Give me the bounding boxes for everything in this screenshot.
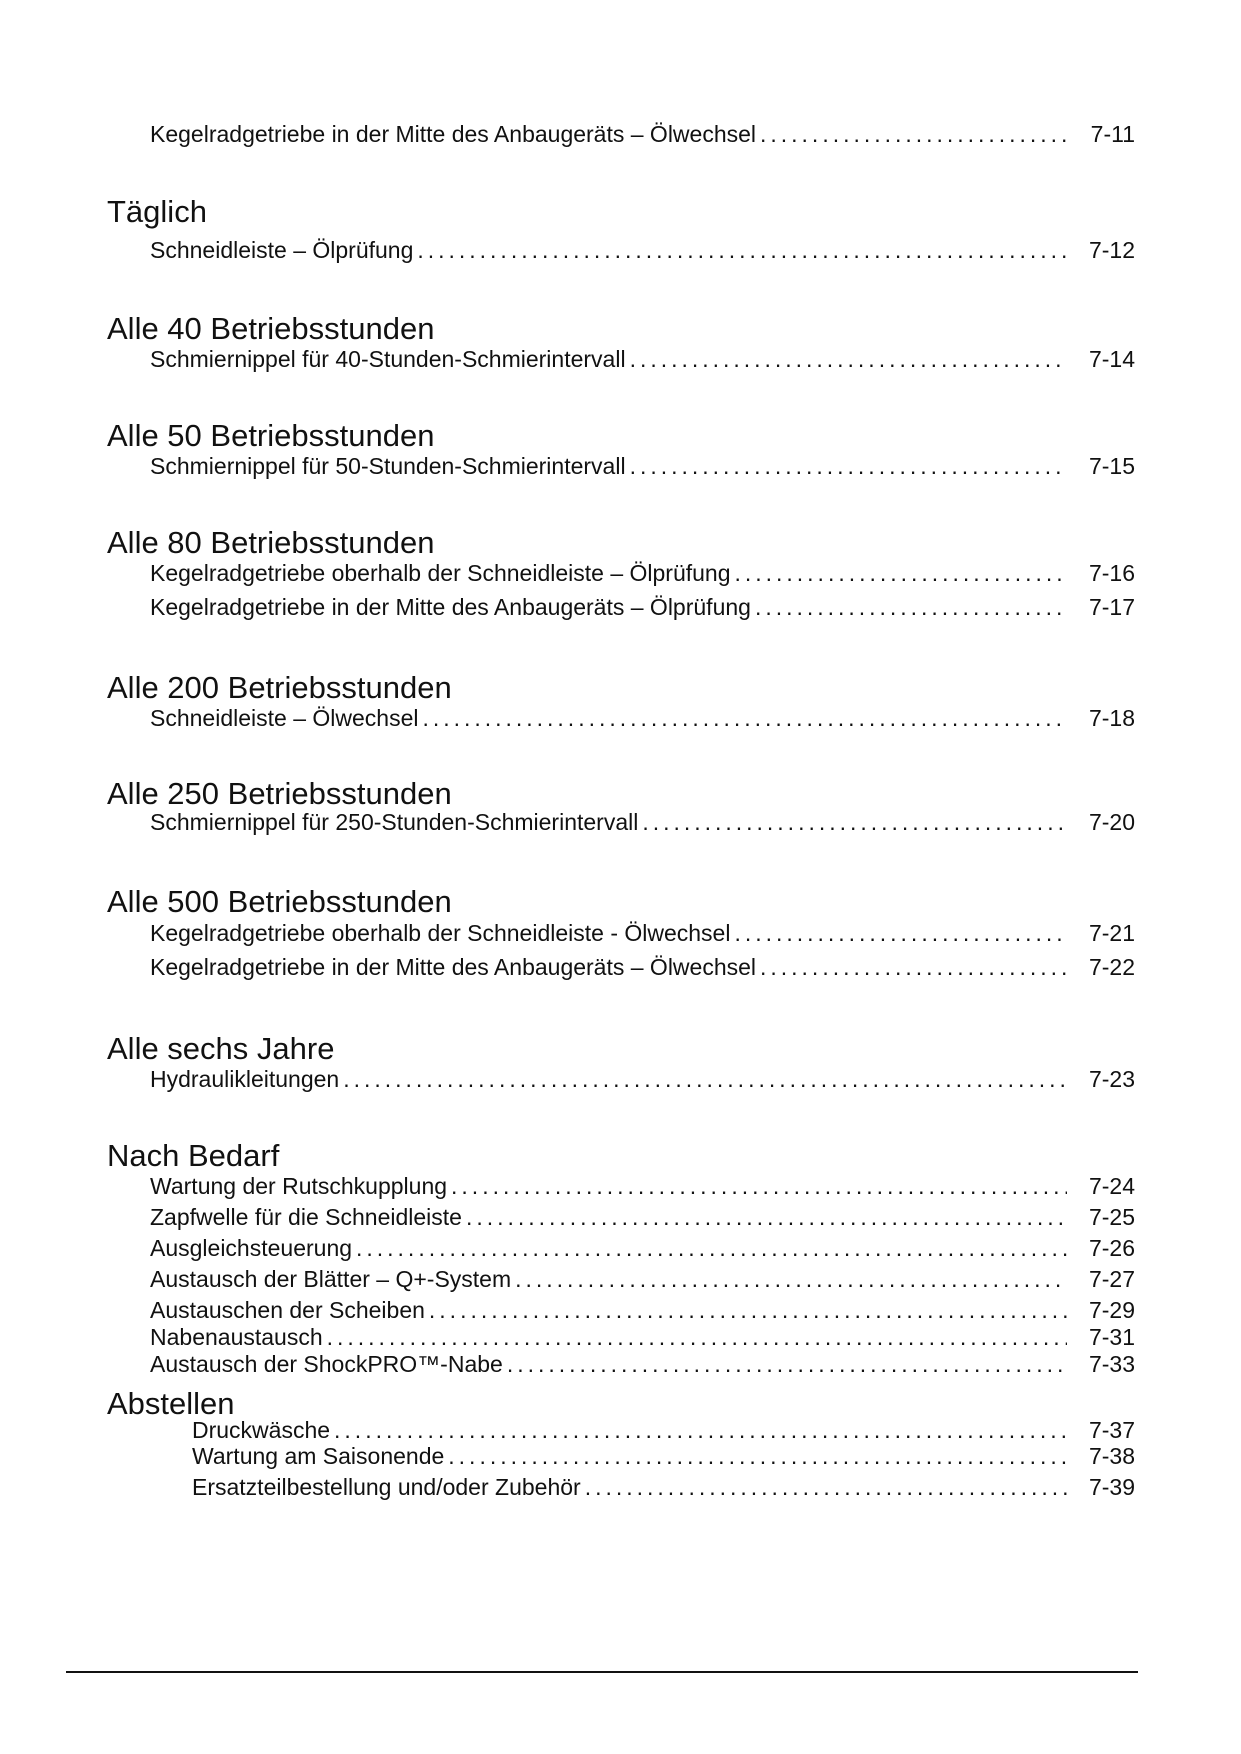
toc-entry[interactable]	[150, 1065, 1135, 1093]
toc-entry-title: Kegelradgetriebe in der Mitte des Anbaugeräts – Ölwechsel	[150, 954, 757, 980]
toc-entry-page: 7-23	[1088, 1066, 1135, 1092]
dot-leader	[630, 452, 1067, 480]
toc-entry-title: Ersatzteilbestellung und/oder Zubehör	[192, 1474, 581, 1500]
dot-leader	[734, 919, 1067, 947]
toc-entry[interactable]	[150, 1172, 1135, 1200]
section-heading: Alle 80 Betriebsstunden	[107, 525, 435, 560]
dot-leader	[755, 593, 1067, 621]
toc-entry-title: Schmiernippel für 50-Stunden-Schmierintervall	[150, 453, 626, 479]
dot-leader	[466, 1203, 1067, 1231]
toc-entry[interactable]	[192, 1442, 1135, 1470]
dot-leader	[343, 1065, 1067, 1093]
toc-entry-title: Kegelradgetriebe in der Mitte des Anbaugeräts – Ölwechsel	[150, 121, 757, 147]
toc-entry-page: 7-20	[1088, 809, 1135, 835]
dot-leader	[422, 704, 1067, 732]
toc-entry-page: 7-12	[1088, 237, 1135, 263]
toc-entry-title: Nabenaustausch	[150, 1324, 323, 1350]
toc-entry-page: 7-21	[1088, 920, 1135, 946]
toc-entry-title: Schmiernippel für 250-Stunden-Schmierintervall	[150, 809, 639, 835]
toc-entry-title: Austauschen der Scheiben	[150, 1297, 425, 1323]
section-heading: Alle 250 Betriebsstunden	[107, 776, 452, 811]
toc-entry-title: Wartung am Saisonende	[192, 1443, 445, 1469]
toc-entry[interactable]	[150, 452, 1135, 480]
section-heading: Alle 500 Betriebsstunden	[107, 884, 452, 919]
toc-entry[interactable]	[192, 1473, 1135, 1501]
toc-entry-page: 7-38	[1088, 1443, 1135, 1469]
toc-entry-title: Kegelradgetriebe oberhalb der Schneidleiste - Ölwechsel	[150, 920, 731, 946]
toc-entry-page: 7-29	[1088, 1297, 1135, 1323]
toc-entry-page: 7-22	[1088, 954, 1135, 980]
section-heading: Alle 200 Betriebsstunden	[107, 670, 452, 705]
toc-entry[interactable]	[150, 808, 1135, 836]
dot-leader	[334, 1416, 1067, 1444]
toc-entry-page: 7-33	[1088, 1351, 1135, 1377]
toc-entry[interactable]	[150, 953, 1135, 981]
dot-leader	[515, 1265, 1067, 1293]
toc-entry-title: Austausch der Blätter – Q+-System	[150, 1266, 512, 1292]
toc-entry-page: 7-31	[1088, 1324, 1135, 1350]
toc-entry-title: Zapfwelle für die Schneidleiste	[150, 1204, 462, 1230]
dot-leader	[327, 1323, 1067, 1351]
toc-entry[interactable]	[150, 236, 1135, 264]
toc-entry-page: 7-26	[1088, 1235, 1135, 1261]
toc-entry-title: Ausgleichsteuerung	[150, 1235, 353, 1261]
dot-leader	[448, 1442, 1067, 1470]
toc-entry-title: Hydraulikleitungen	[150, 1066, 340, 1092]
toc-entry[interactable]	[150, 1296, 1135, 1324]
dot-leader	[429, 1296, 1067, 1324]
toc-entry-page: 7-17	[1088, 594, 1135, 620]
toc-entry-page: 7-18	[1088, 705, 1135, 731]
toc-entry[interactable]	[150, 559, 1135, 587]
dot-leader	[630, 345, 1067, 373]
toc-entry-page: 7-37	[1088, 1417, 1135, 1443]
toc-entry[interactable]	[150, 1203, 1135, 1231]
dot-leader	[585, 1473, 1067, 1501]
section-heading: Alle 40 Betriebsstunden	[107, 311, 435, 346]
dot-leader	[417, 236, 1067, 264]
toc-entry-title: Schneidleiste – Ölprüfung	[150, 237, 414, 263]
dot-leader	[760, 120, 1067, 148]
toc-entry-page: 7-27	[1088, 1266, 1135, 1292]
toc-entry-title: Schneidleiste – Ölwechsel	[150, 705, 419, 731]
toc-entry-title: Schmiernippel für 40-Stunden-Schmierintervall	[150, 346, 626, 372]
toc-entry-title: Austausch der ShockPRO™-Nabe	[150, 1351, 503, 1377]
toc-entry[interactable]	[150, 919, 1135, 947]
toc-entry-title: Kegelradgetriebe oberhalb der Schneidleiste – Ölprüfung	[150, 560, 731, 586]
section-heading: Nach Bedarf	[107, 1138, 280, 1173]
toc-entry-page: 7-14	[1088, 346, 1135, 372]
section-heading: Alle 50 Betriebsstunden	[107, 418, 435, 453]
dot-leader	[642, 808, 1067, 836]
toc-entry-title: Druckwäsche	[192, 1417, 331, 1443]
footer-divider	[66, 1671, 1138, 1673]
toc-entry-title: Kegelradgetriebe in der Mitte des Anbaugeräts – Ölprüfung	[150, 594, 751, 620]
toc-entry[interactable]	[150, 345, 1135, 373]
toc-entry-page: 7-39	[1088, 1474, 1135, 1500]
toc-entry-page: 7-11	[1090, 121, 1135, 147]
toc-entry-page: 7-24	[1088, 1173, 1135, 1199]
toc-entry-page: 7-25	[1088, 1204, 1135, 1230]
toc-entry-title: Wartung der Rutschkupplung	[150, 1173, 448, 1199]
section-heading: Alle sechs Jahre	[107, 1031, 335, 1066]
dot-leader	[356, 1234, 1067, 1262]
toc-entry[interactable]	[150, 704, 1135, 732]
toc-entry[interactable]	[150, 593, 1135, 621]
dot-leader	[451, 1172, 1067, 1200]
toc-entry-page: 7-16	[1088, 560, 1135, 586]
dot-leader	[735, 559, 1067, 587]
section-heading: Abstellen	[107, 1386, 235, 1421]
toc-entry[interactable]	[150, 1265, 1135, 1293]
toc-entry[interactable]	[150, 1350, 1135, 1378]
toc-entry[interactable]	[150, 120, 1135, 148]
dot-leader	[760, 953, 1067, 981]
toc-entry-page: 7-15	[1088, 453, 1135, 479]
toc-entry[interactable]	[192, 1416, 1135, 1444]
toc-entry[interactable]	[150, 1234, 1135, 1262]
toc-entry[interactable]	[150, 1323, 1135, 1351]
section-heading: Täglich	[107, 194, 207, 229]
dot-leader	[507, 1350, 1067, 1378]
